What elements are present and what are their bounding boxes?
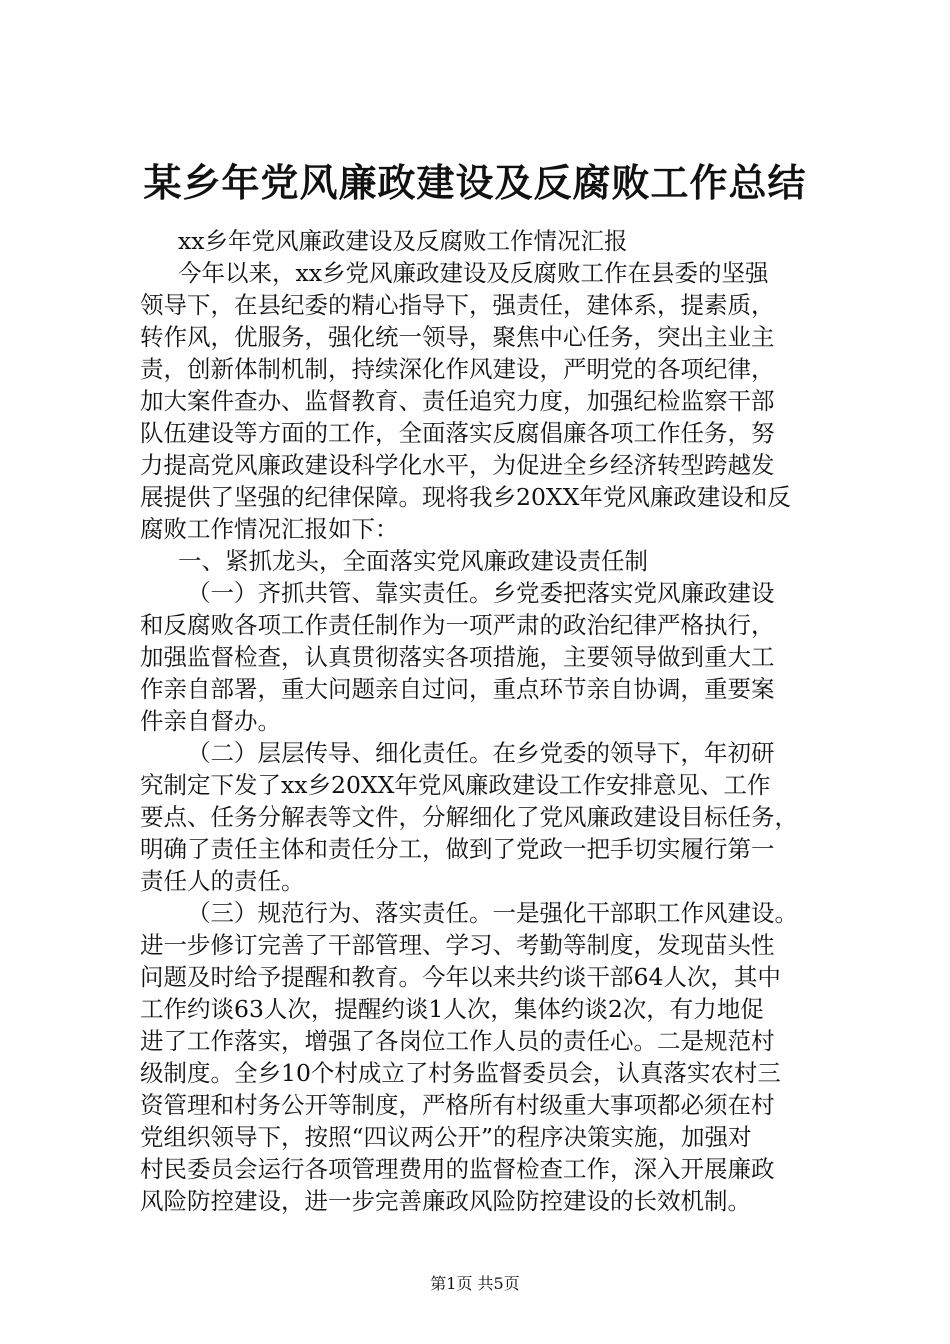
document-body: [140, 225, 845, 1217]
paragraph-line: 力提高党风廉政建设科学化水平，为促进全乡经济转型跨越发: [140, 451, 775, 479]
paragraph-line: 展提供了坚强的纪律保障。现将我乡20XX年党风廉政建设和反: [140, 483, 791, 511]
section-heading: 一、紧抓龙头，全面落实党风廉政建设责任制: [178, 547, 648, 575]
paragraph-line: 党组织领导下，按照“四议两公开”的程序决策实施，加强对: [140, 1123, 752, 1151]
paragraph-line: 腐败工作情况汇报如下：: [140, 515, 399, 543]
paragraph-line: 转作风，优服务，强化统一领导，聚焦中心任务，突出主业主: [140, 323, 775, 351]
paragraph-line: 风险防控建设，进一步完善廉政风险防控建设的长效机制。: [140, 1187, 751, 1215]
paragraph-line: 领导下，在县纪委的精心指导下，强责任，建体系，提素质，: [140, 291, 775, 319]
paragraph-line: （一）齐抓共管、靠实责任。乡党委把落实党风廉政建设: [187, 579, 775, 607]
paragraph-line: 作亲自部署，重大问题亲自过问，重点环节亲自协调，重要案: [140, 675, 775, 703]
subtitle-line: xx乡年党风廉政建设及反腐败工作情况汇报: [178, 227, 628, 255]
document-title: 某乡年党风廉政建设及反腐败工作总结: [143, 160, 807, 205]
paragraph-line: 件亲自督办。: [140, 707, 281, 735]
paragraph-line: 进一步修订完善了干部管理、学习、考勤等制度，发现苗头性: [140, 931, 775, 959]
paragraph-line: 队伍建设等方面的工作，全面落实反腐倡廉各项工作任务，努: [140, 419, 775, 447]
paragraph-line: （二）层层传导、细化责任。在乡党委的领导下，年初研: [187, 739, 775, 767]
paragraph-line: 责，创新体制机制，持续深化作风建设，严明党的各项纪律，: [140, 355, 775, 383]
paragraph-line: 问题及时给予提醒和教育。今年以来共约谈干部64人次，其中: [140, 963, 781, 991]
paragraph-line: 级制度。全乡10个村成立了村务监督委员会，认真落实农村三: [140, 1059, 781, 1087]
paragraph-line: 明确了责任主体和责任分工，做到了党政一把手切实履行第一: [140, 835, 775, 863]
paragraph-line: 工作约谈63人次，提醒约谈1人次，集体约谈2次，有力地促: [140, 995, 764, 1023]
paragraph-line: （三）规范行为、落实责任。一是强化干部职工作风建设。: [187, 899, 798, 927]
paragraph-line: 今年以来，xx乡党风廉政建设及反腐败工作在县委的坚强: [178, 259, 769, 287]
paragraph-line: 责任人的责任。: [140, 867, 305, 895]
paragraph-line: 和反腐败各项工作责任制作为一项严肃的政治纪律严格执行，: [140, 611, 775, 639]
paragraph-line: 村民委员会运行各项管理费用的监督检查工作，深入开展廉政: [140, 1155, 775, 1183]
page-footer: 第1页 共5页: [430, 1274, 520, 1293]
paragraph-line: 究制定下发了xx乡20XX年党风廉政建设工作安排意见、工作: [140, 771, 771, 799]
paragraph-line: 资管理和村务公开等制度，严格所有村级重大事项都必须在村: [140, 1091, 775, 1119]
paragraph-line: 要点、任务分解表等文件，分解细化了党风廉政建设目标任务，: [140, 803, 798, 831]
paragraph-line: 加大案件查办、监督教育、责任追究力度，加强纪检监察干部: [140, 387, 775, 415]
paragraph-line: 加强监督检查，认真贯彻落实各项措施，主要领导做到重大工: [140, 643, 775, 671]
paragraph-line: 进了工作落实，增强了各岗位工作人员的责任心。二是规范村: [140, 1027, 775, 1055]
